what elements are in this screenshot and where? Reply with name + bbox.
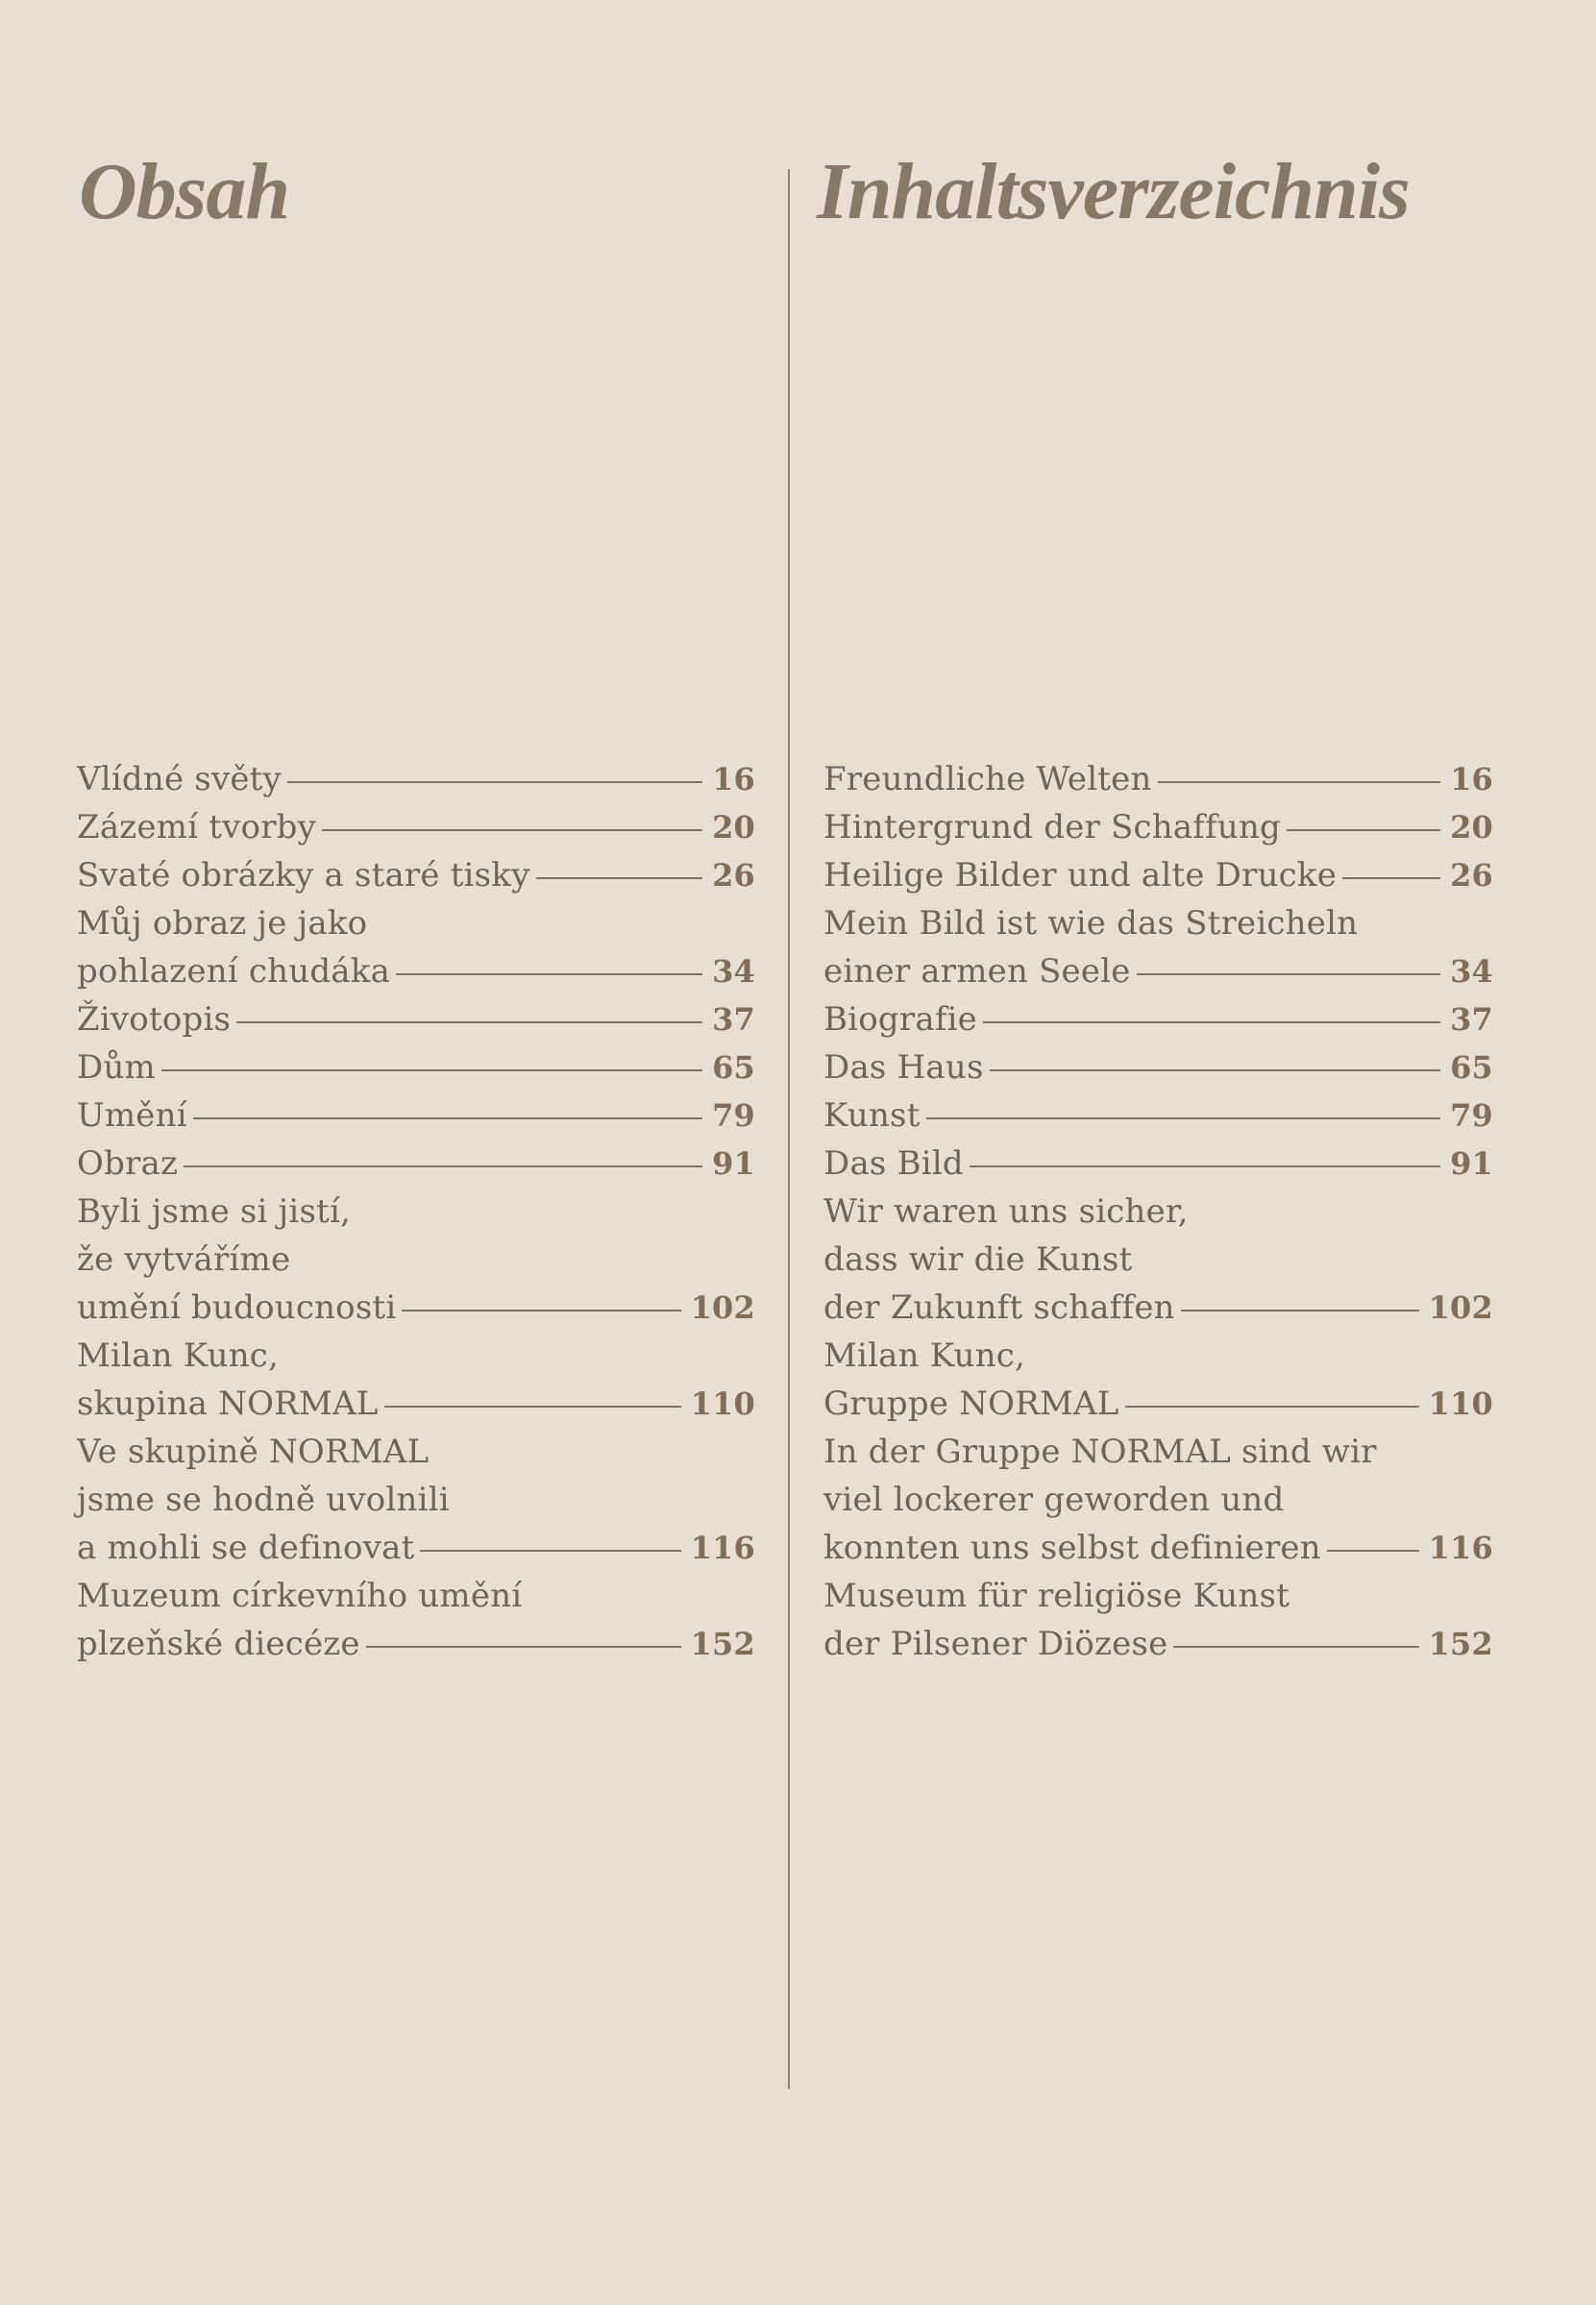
page-number: 79 <box>712 1097 755 1134</box>
toc-entry-line <box>823 1476 1493 1524</box>
leader-line <box>161 1069 702 1071</box>
toc-entry[interactable] <box>77 1572 755 1668</box>
toc-entry[interactable] <box>823 1091 1493 1140</box>
toc-entry-title: Das Haus <box>823 1048 984 1087</box>
toc-entry-line <box>823 1236 1493 1284</box>
toc-entry[interactable] <box>823 995 1493 1043</box>
toc-entry[interactable] <box>77 755 755 803</box>
toc-entry-title: Milan Kunc, <box>77 1336 280 1375</box>
toc-entry-title: Heilige Bilder und alte Drucke <box>823 856 1338 895</box>
toc-entry-title: pohlazení chudáka <box>77 952 391 991</box>
leader-line <box>384 1406 681 1408</box>
page-number: 102 <box>1428 1289 1493 1326</box>
toc-entry-line <box>823 1380 1493 1428</box>
toc-entry[interactable] <box>823 851 1493 899</box>
page-number: 65 <box>1450 1049 1493 1086</box>
leader-line <box>1342 877 1440 879</box>
page-number: 20 <box>1450 809 1493 846</box>
toc-entry-title: Byli jsme si jistí, <box>77 1192 352 1231</box>
toc-entry-line <box>823 1620 1493 1668</box>
toc-entry-line <box>823 1043 1493 1091</box>
page-number: 65 <box>712 1049 755 1086</box>
toc-entry-line <box>77 755 755 803</box>
toc-entry-title: Gruppe NORMAL <box>823 1385 1119 1423</box>
toc-entry-title: Můj obraz je jako <box>77 904 368 943</box>
toc-entry-line <box>823 947 1493 995</box>
page-number: 16 <box>712 761 755 797</box>
page-number: 34 <box>1450 953 1493 990</box>
leader-line <box>1327 1550 1419 1552</box>
leader-line <box>983 1021 1440 1023</box>
toc-entry[interactable] <box>77 1428 755 1572</box>
leader-line <box>1173 1646 1418 1648</box>
leader-line <box>1125 1406 1419 1408</box>
toc-entry-title: Wir waren uns sicher, <box>823 1192 1189 1231</box>
leader-line <box>366 1646 681 1648</box>
leader-line <box>402 1310 680 1312</box>
toc-entry-title: a mohli se definovat <box>77 1529 415 1567</box>
toc-entry[interactable] <box>823 803 1493 851</box>
toc-entry-line <box>77 1236 755 1284</box>
toc-entry-line <box>823 899 1493 947</box>
toc-entry-title: Mein Bild ist wie das Streicheln <box>823 904 1359 943</box>
toc-entry-title: Biografie <box>823 1000 977 1039</box>
toc-entry-title: Vlídné světy <box>77 760 282 798</box>
toc-entry-title: der Pilsener Diözese <box>823 1625 1168 1663</box>
page-number: 91 <box>712 1145 755 1182</box>
leader-line <box>184 1165 702 1167</box>
toc-entry-title: Das Bild <box>823 1144 964 1183</box>
page-number: 26 <box>712 857 755 894</box>
toc-title-german: Inhaltsverzeichnis <box>817 147 1410 236</box>
page-number: 152 <box>1428 1626 1493 1662</box>
toc-entry-title: Umění <box>77 1096 187 1135</box>
toc-entry-title: Museum für religiöse Kunst <box>823 1577 1290 1615</box>
page-number: 37 <box>1450 1001 1493 1038</box>
toc-entry-line <box>823 851 1493 899</box>
toc-entry-line <box>77 995 755 1043</box>
toc-entry[interactable] <box>77 1140 755 1188</box>
toc-entry[interactable] <box>823 1140 1493 1188</box>
toc-entry-line <box>823 1188 1493 1236</box>
toc-entry-line <box>823 1524 1493 1572</box>
leader-line <box>193 1117 702 1119</box>
toc-entry[interactable] <box>823 1428 1493 1572</box>
leader-line <box>926 1117 1441 1119</box>
toc-entry[interactable] <box>77 1188 755 1332</box>
toc-entry-title: Muzeum církevního umění <box>77 1577 523 1615</box>
page-number: 26 <box>1450 857 1493 894</box>
toc-entry-line <box>77 1140 755 1188</box>
toc-entry-title: In der Gruppe NORMAL sind wir <box>823 1433 1377 1471</box>
toc-entry[interactable] <box>77 803 755 851</box>
page-number: 152 <box>690 1626 755 1662</box>
leader-line <box>420 1550 680 1552</box>
toc-entry-line <box>77 1091 755 1140</box>
toc-entry-line <box>823 1140 1493 1188</box>
toc-entry-line <box>77 803 755 851</box>
toc-entry-title: Ve skupině NORMAL <box>77 1433 430 1471</box>
toc-entry-line <box>823 1572 1493 1620</box>
toc-entry-line <box>77 1284 755 1332</box>
toc-entry-title: plzeňské diecéze <box>77 1625 360 1663</box>
page-number: 34 <box>712 953 755 990</box>
toc-entry-line <box>823 995 1493 1043</box>
leader-line <box>536 877 703 879</box>
toc-entry-title: einer armen Seele <box>823 952 1131 991</box>
toc-entry[interactable] <box>77 851 755 899</box>
page-number: 91 <box>1450 1145 1493 1182</box>
toc-entry[interactable] <box>823 1188 1493 1332</box>
toc-entry[interactable] <box>823 1043 1493 1091</box>
toc-entry-title: že vytváříme <box>77 1240 291 1279</box>
page-number: 116 <box>690 1530 755 1566</box>
leader-line <box>970 1165 1440 1167</box>
toc-entry-title: jsme se hodně uvolnili <box>77 1481 450 1519</box>
toc-entry-line <box>823 803 1493 851</box>
toc-entry-title: Hintergrund der Schaffung <box>823 808 1282 846</box>
toc-entry-line <box>77 1043 755 1091</box>
toc-entry-title: Kunst <box>823 1096 921 1135</box>
toc-entry-line <box>77 1332 755 1380</box>
toc-entry-line <box>823 1091 1493 1140</box>
toc-entry-line <box>77 1524 755 1572</box>
toc-title-czech: Obsah <box>79 147 290 236</box>
toc-entry[interactable] <box>823 755 1493 803</box>
toc-entry-title: Obraz <box>77 1144 179 1183</box>
toc-entry-line <box>77 1620 755 1668</box>
toc-entry-title: Milan Kunc, <box>823 1336 1026 1375</box>
toc-entry-line <box>77 1572 755 1620</box>
leader-line <box>1158 781 1440 783</box>
toc-entry-title: Zázemí tvorby <box>77 808 317 846</box>
toc-list-german <box>823 755 1493 1668</box>
leader-line <box>236 1021 702 1023</box>
toc-entry[interactable] <box>823 1332 1493 1428</box>
leader-line <box>322 829 702 831</box>
page-number: 110 <box>690 1385 755 1422</box>
page-number: 110 <box>1428 1385 1493 1422</box>
toc-entry-title: skupina NORMAL <box>77 1385 379 1423</box>
toc-entry-line <box>77 851 755 899</box>
toc-entry-title: Svaté obrázky a staré tisky <box>77 856 530 895</box>
leader-line <box>287 781 702 783</box>
toc-entry[interactable] <box>77 1043 755 1091</box>
toc-entry-title: dass wir die Kunst <box>823 1240 1133 1279</box>
toc-entry-line <box>823 1284 1493 1332</box>
toc-entry[interactable] <box>77 1332 755 1428</box>
toc-entry[interactable] <box>77 899 755 995</box>
toc-entry-title: Dům <box>77 1048 156 1087</box>
toc-entry-line <box>77 1428 755 1476</box>
toc-entry-line <box>823 755 1493 803</box>
page-number: 20 <box>712 809 755 846</box>
toc-entry-title: Freundliche Welten <box>823 760 1152 798</box>
column-divider <box>788 169 790 2089</box>
toc-entry[interactable] <box>77 995 755 1043</box>
toc-entry-title: viel lockerer geworden und <box>823 1481 1285 1519</box>
leader-line <box>990 1069 1440 1071</box>
toc-entry[interactable] <box>823 899 1493 995</box>
toc-entry-line <box>823 1332 1493 1380</box>
leader-line <box>1287 829 1440 831</box>
leader-line <box>1137 973 1440 975</box>
leader-line <box>396 973 702 975</box>
toc-entry-line <box>77 1188 755 1236</box>
toc-entry[interactable] <box>77 1091 755 1140</box>
toc-entry-line <box>77 1476 755 1524</box>
toc-entry-title: der Zukunft schaffen <box>823 1288 1175 1327</box>
toc-entry-line <box>77 947 755 995</box>
toc-list-czech <box>77 755 755 1668</box>
page-number: 116 <box>1428 1530 1493 1566</box>
page-number: 37 <box>712 1001 755 1038</box>
toc-entry-line <box>77 899 755 947</box>
toc-entry-line <box>77 1380 755 1428</box>
page-number: 102 <box>690 1289 755 1326</box>
toc-entry-title: umění budoucnosti <box>77 1288 397 1327</box>
leader-line <box>1181 1310 1419 1312</box>
toc-entry-title: Životopis <box>77 1000 232 1039</box>
toc-entry-line <box>823 1428 1493 1476</box>
page-number: 79 <box>1450 1097 1493 1134</box>
page-number: 16 <box>1450 761 1493 797</box>
toc-entry-title: konnten uns selbst definieren <box>823 1529 1321 1567</box>
toc-entry[interactable] <box>823 1572 1493 1668</box>
